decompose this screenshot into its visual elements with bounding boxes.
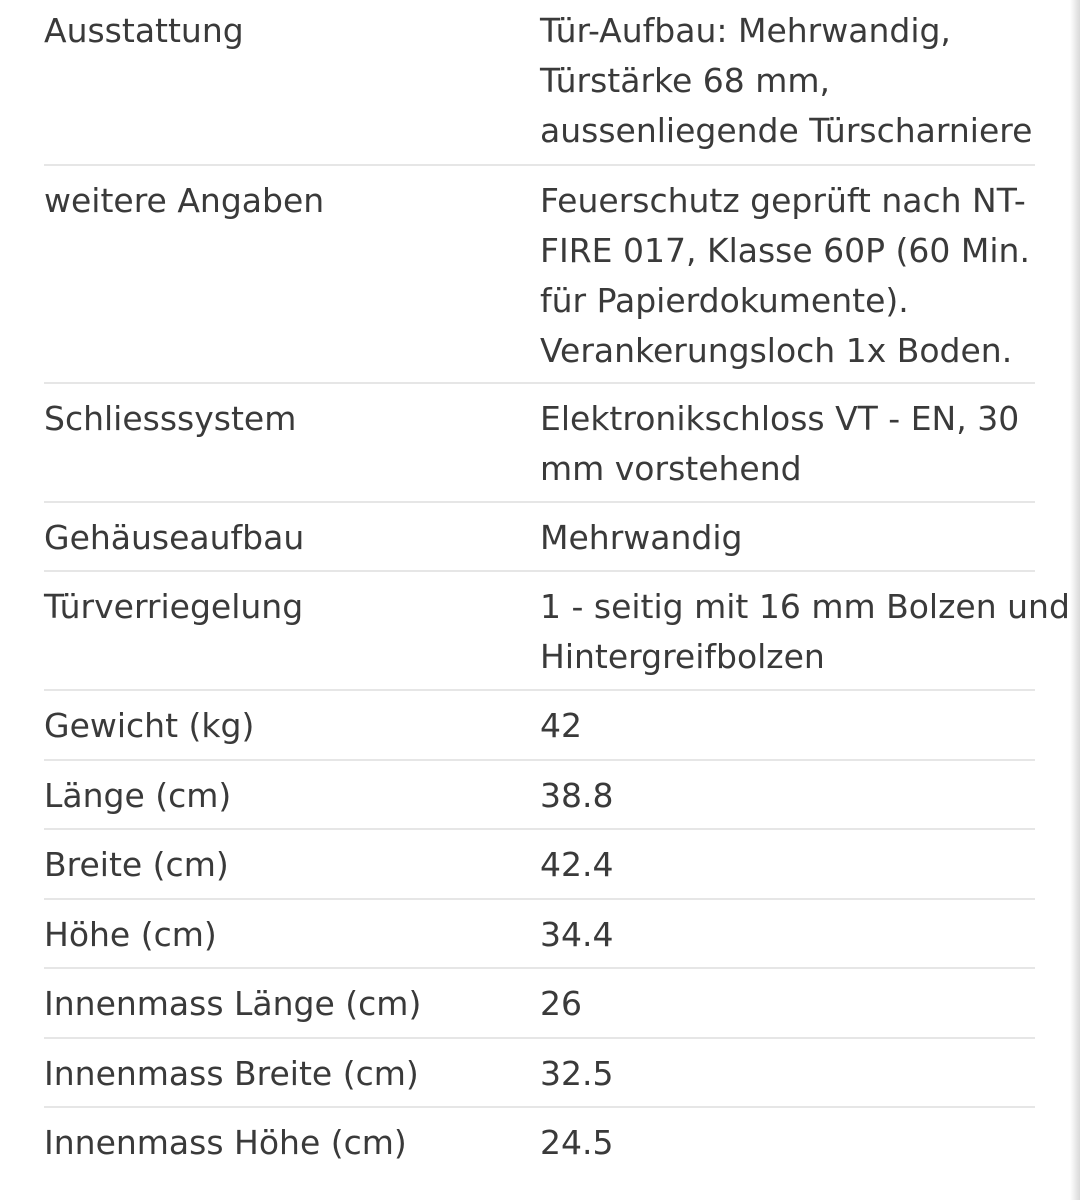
spec-value-line: Feuerschutz geprüft nach NT- — [540, 181, 1026, 220]
spec-value — [540, 582, 1070, 689]
spec-value-line: 34.4 — [540, 915, 614, 954]
spec-value-line: aussenliegende Türscharniere — [540, 111, 1033, 150]
spec-value-line: für Papierdokumente). — [540, 281, 909, 320]
spec-value-line: 42.4 — [540, 845, 614, 884]
spec-value-line: 26 — [540, 984, 582, 1023]
screen-edge-shadow — [1070, 0, 1080, 1200]
spec-row-laenge — [44, 761, 1035, 830]
spec-value-line: Hintergreifbolzen — [540, 637, 825, 676]
spec-label: Innenmass Höhe (cm) — [44, 1123, 407, 1162]
spec-value — [540, 840, 1035, 898]
spec-value-line: 38.8 — [540, 776, 614, 815]
spec-row-tuerverriegelung — [44, 572, 1070, 691]
spec-value-line: Tür-Aufbau: Mehrwandig, — [540, 11, 951, 50]
spec-value-line: Elektronikschloss VT - EN, 30 — [540, 399, 1020, 438]
spec-value-line: 42 — [540, 706, 582, 745]
spec-value — [540, 701, 1035, 759]
spec-label: Länge (cm) — [44, 776, 232, 815]
spec-row-innenmass-breite — [44, 1039, 1035, 1108]
spec-label: Schliesssystem — [44, 399, 297, 438]
spec-value — [540, 910, 1035, 967]
spec-row-innenmass-laenge — [44, 969, 1035, 1039]
spec-value — [540, 6, 1035, 164]
spec-value — [540, 513, 1035, 570]
spec-row-gewicht — [44, 691, 1035, 761]
spec-row-innenmass-hoehe — [44, 1108, 1035, 1178]
spec-row-weitere-angaben — [44, 166, 1035, 384]
spec-label: Gewicht (kg) — [44, 706, 255, 745]
spec-value — [540, 1118, 1035, 1178]
spec-value-line: Türstärke 68 mm, — [540, 61, 831, 100]
spec-value-line: 32.5 — [540, 1054, 614, 1093]
spec-table — [44, 0, 1070, 1178]
spec-label: Höhe (cm) — [44, 915, 217, 954]
spec-value — [540, 176, 1035, 382]
spec-label: Innenmass Breite (cm) — [44, 1054, 419, 1093]
spec-row-schliesssystem — [44, 384, 1035, 503]
spec-value-line: Mehrwandig — [540, 518, 743, 557]
spec-row-gehaeuseaufbau — [44, 503, 1035, 572]
spec-label: Breite (cm) — [44, 845, 229, 884]
spec-value-line: 24.5 — [540, 1123, 614, 1162]
spec-row-ausstattung — [44, 0, 1035, 166]
spec-label: Innenmass Länge (cm) — [44, 984, 422, 1023]
spec-value — [540, 771, 1035, 828]
spec-value — [540, 979, 1035, 1037]
spec-row-breite — [44, 830, 1035, 900]
spec-value-line: FIRE 017, Klasse 60P (60 Min. — [540, 231, 1030, 270]
spec-value — [540, 1049, 1035, 1106]
spec-label: weitere Angaben — [44, 181, 325, 220]
spec-row-hoehe — [44, 900, 1035, 969]
spec-value-line: 1 - seitig mit 16 mm Bolzen und — [540, 587, 1070, 626]
spec-label: Gehäuseaufbau — [44, 518, 305, 557]
spec-label: Türverriegelung — [44, 587, 304, 626]
spec-value — [540, 394, 1035, 501]
spec-label: Ausstattung — [44, 11, 244, 50]
spec-value-line: mm vorstehend — [540, 449, 802, 488]
spec-value-line: Verankerungsloch 1x Boden. — [540, 331, 1013, 370]
